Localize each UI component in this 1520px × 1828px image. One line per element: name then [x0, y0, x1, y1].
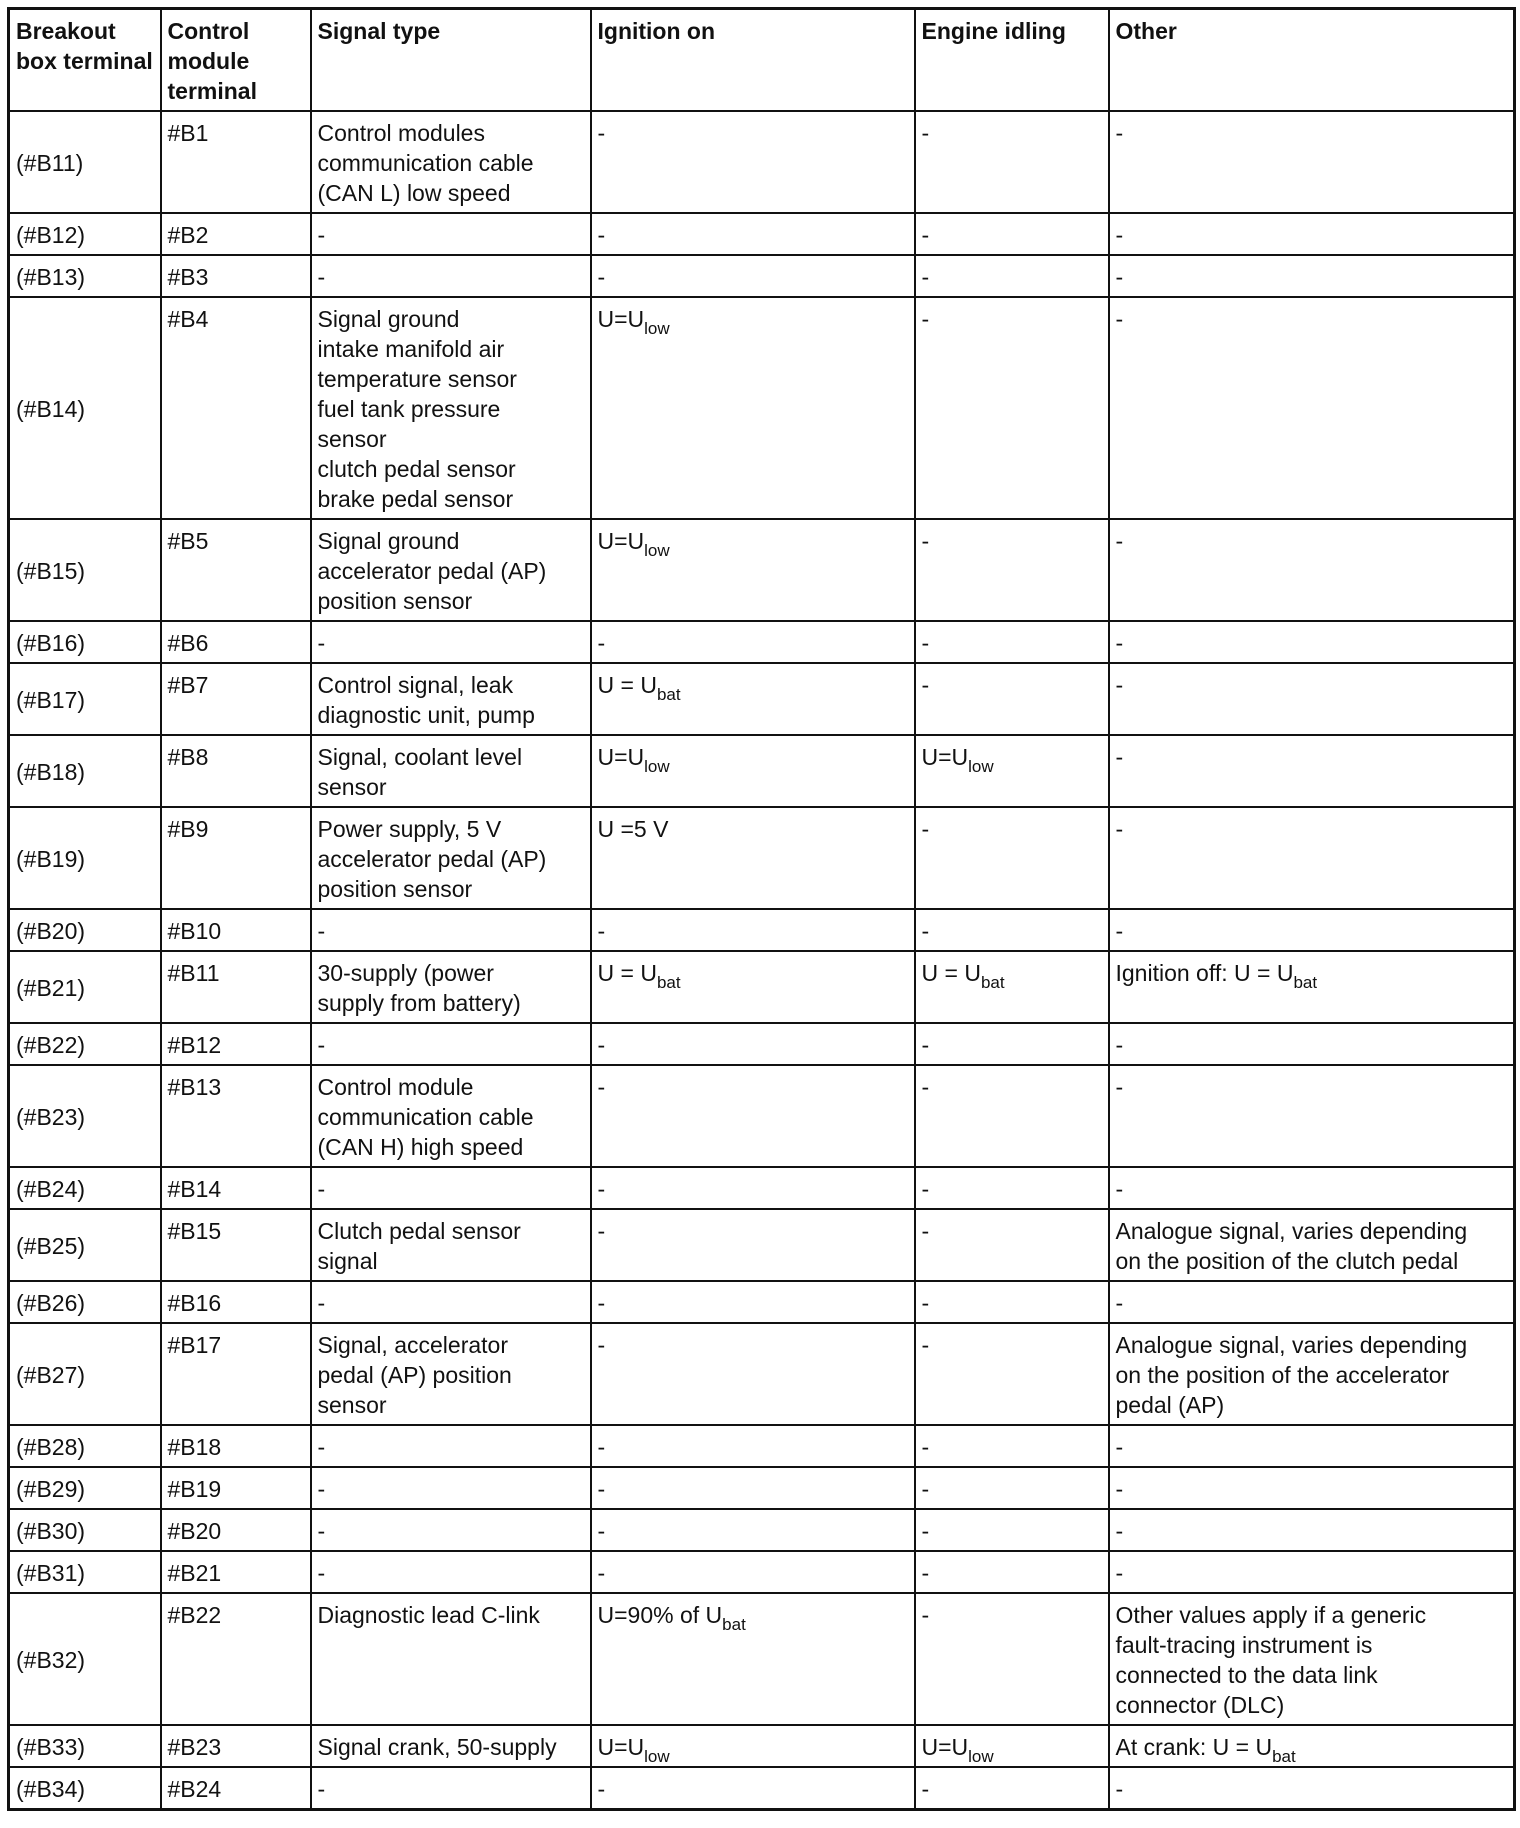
- cell-other: -: [1109, 1509, 1515, 1551]
- table-row: [9, 1323, 1515, 1425]
- cell-engine-idling: -: [915, 1593, 1109, 1725]
- cell-breakout-box-terminal: (#B24): [9, 1167, 161, 1209]
- cell-ignition-on: -: [591, 1551, 915, 1593]
- cell-engine-idling: -: [915, 909, 1109, 951]
- cell-signal-type: -: [311, 909, 591, 951]
- cell-breakout-box-terminal: (#B32): [9, 1593, 161, 1725]
- cell-control-module-terminal: #B18: [161, 1425, 311, 1467]
- cell-breakout-box-terminal: (#B18): [9, 735, 161, 807]
- cell-ignition-on: U =5 V: [591, 807, 915, 909]
- cell-control-module-terminal: #B10: [161, 909, 311, 951]
- cell-other: -: [1109, 213, 1515, 255]
- cell-control-module-terminal: #B16: [161, 1281, 311, 1323]
- cell-control-module-terminal: #B11: [161, 951, 311, 1023]
- cell-ignition-on: -: [591, 1323, 915, 1425]
- table-row: [9, 951, 1515, 1023]
- cell-engine-idling: -: [915, 621, 1109, 663]
- cell-ignition-on: -: [591, 1767, 915, 1810]
- cell-engine-idling: -: [915, 1023, 1109, 1065]
- cell-control-module-terminal: #B14: [161, 1167, 311, 1209]
- header-control-module-terminal: Control module terminal: [161, 9, 311, 112]
- cell-breakout-box-terminal: (#B26): [9, 1281, 161, 1323]
- cell-ignition-on: -: [591, 621, 915, 663]
- cell-breakout-box-terminal: (#B20): [9, 909, 161, 951]
- cell-breakout-box-terminal: (#B14): [9, 297, 161, 519]
- cell-other: -: [1109, 1281, 1515, 1323]
- table-row: [9, 1725, 1515, 1767]
- cell-control-module-terminal: #B22: [161, 1593, 311, 1725]
- cell-signal-type: -: [311, 1509, 591, 1551]
- cell-control-module-terminal: #B4: [161, 297, 311, 519]
- table-row: [9, 1425, 1515, 1467]
- cell-engine-idling: -: [915, 213, 1109, 255]
- cell-control-module-terminal: #B8: [161, 735, 311, 807]
- table-body: [9, 111, 1515, 1810]
- cell-signal-type: Signal ground accelerator pedal (AP) position sensor: [311, 519, 591, 621]
- cell-control-module-terminal: #B19: [161, 1467, 311, 1509]
- cell-control-module-terminal: #B17: [161, 1323, 311, 1425]
- table-row: [9, 1509, 1515, 1551]
- cell-control-module-terminal: #B20: [161, 1509, 311, 1551]
- cell-other: -: [1109, 663, 1515, 735]
- cell-control-module-terminal: #B6: [161, 621, 311, 663]
- table-row: [9, 1281, 1515, 1323]
- cell-ignition-on: -: [591, 1023, 915, 1065]
- cell-engine-idling: -: [915, 1065, 1109, 1167]
- cell-other: -: [1109, 1551, 1515, 1593]
- cell-breakout-box-terminal: (#B30): [9, 1509, 161, 1551]
- cell-control-module-terminal: #B1: [161, 111, 311, 213]
- cell-control-module-terminal: #B12: [161, 1023, 311, 1065]
- cell-ignition-on: -: [591, 1509, 915, 1551]
- cell-ignition-on: -: [591, 1281, 915, 1323]
- cell-signal-type: Diagnostic lead C-link: [311, 1593, 591, 1725]
- cell-ignition-on: -: [591, 1209, 915, 1281]
- cell-signal-type: -: [311, 1467, 591, 1509]
- table-row: [9, 297, 1515, 519]
- cell-engine-idling: -: [915, 663, 1109, 735]
- cell-other: -: [1109, 621, 1515, 663]
- cell-signal-type: Signal crank, 50-supply: [311, 1725, 591, 1767]
- cell-other: Analogue signal, varies depending on the position of the clutch pedal: [1109, 1209, 1515, 1281]
- cell-control-module-terminal: #B2: [161, 213, 311, 255]
- cell-other: -: [1109, 297, 1515, 519]
- cell-breakout-box-terminal: (#B12): [9, 213, 161, 255]
- cell-breakout-box-terminal: (#B23): [9, 1065, 161, 1167]
- cell-breakout-box-terminal: (#B15): [9, 519, 161, 621]
- cell-breakout-box-terminal: (#B28): [9, 1425, 161, 1467]
- cell-ignition-on: -: [591, 213, 915, 255]
- cell-ignition-on: -: [591, 1467, 915, 1509]
- terminal-signal-table: [7, 7, 1516, 1811]
- cell-engine-idling: -: [915, 1767, 1109, 1810]
- cell-signal-type: -: [311, 621, 591, 663]
- cell-engine-idling: -: [915, 1281, 1109, 1323]
- table-row: [9, 213, 1515, 255]
- cell-other: Ignition off: $U = U_{bat}$: [1109, 951, 1515, 1023]
- cell-engine-idling: -: [915, 519, 1109, 621]
- cell-signal-type: Power supply, 5 V accelerator pedal (AP) position sensor: [311, 807, 591, 909]
- cell-engine-idling: -: [915, 1425, 1109, 1467]
- cell-other: -: [1109, 909, 1515, 951]
- cell-breakout-box-terminal: (#B13): [9, 255, 161, 297]
- cell-control-module-terminal: #B23: [161, 1725, 311, 1767]
- cell-breakout-box-terminal: (#B21): [9, 951, 161, 1023]
- table-row: [9, 255, 1515, 297]
- table-row: [9, 1551, 1515, 1593]
- cell-control-module-terminal: #B24: [161, 1767, 311, 1810]
- cell-other: At crank: $U = U_{bat}$: [1109, 1725, 1515, 1767]
- cell-engine-idling: $U = U_{bat}$: [915, 951, 1109, 1023]
- table-row: [9, 1209, 1515, 1281]
- table-row: [9, 1467, 1515, 1509]
- table-row: [9, 735, 1515, 807]
- cell-engine-idling: -: [915, 255, 1109, 297]
- cell-control-module-terminal: #B9: [161, 807, 311, 909]
- cell-signal-type: -: [311, 213, 591, 255]
- table-row: [9, 519, 1515, 621]
- cell-control-module-terminal: #B5: [161, 519, 311, 621]
- cell-control-module-terminal: #B7: [161, 663, 311, 735]
- cell-engine-idling: -: [915, 111, 1109, 213]
- cell-engine-idling: -: [915, 807, 1109, 909]
- cell-other: -: [1109, 111, 1515, 213]
- cell-other: -: [1109, 1167, 1515, 1209]
- cell-ignition-on: -: [591, 909, 915, 951]
- cell-control-module-terminal: #B3: [161, 255, 311, 297]
- cell-other: -: [1109, 1467, 1515, 1509]
- cell-control-module-terminal: #B21: [161, 1551, 311, 1593]
- header-signal-type: Signal type: [311, 9, 591, 112]
- cell-other: -: [1109, 735, 1515, 807]
- cell-ignition-on: $U = U_{bat}$: [591, 663, 915, 735]
- table-row: [9, 1167, 1515, 1209]
- cell-breakout-box-terminal: (#B31): [9, 1551, 161, 1593]
- cell-other: -: [1109, 519, 1515, 621]
- header-engine-idling: Engine idling: [915, 9, 1109, 112]
- table-row: [9, 1593, 1515, 1725]
- cell-breakout-box-terminal: (#B11): [9, 111, 161, 213]
- cell-ignition-on: -: [591, 255, 915, 297]
- table-row: [9, 1767, 1515, 1810]
- table-row: [9, 807, 1515, 909]
- cell-signal-type: -: [311, 1167, 591, 1209]
- table-row: [9, 621, 1515, 663]
- cell-signal-type: Signal, accelerator pedal (AP) position sensor: [311, 1323, 591, 1425]
- cell-other: Other values apply if a generic fault-tracing instrument is connected to the data link connector (DLC): [1109, 1593, 1515, 1725]
- cell-control-module-terminal: #B15: [161, 1209, 311, 1281]
- cell-other: Analogue signal, varies depending on the position of the accelerator pedal (AP): [1109, 1323, 1515, 1425]
- cell-breakout-box-terminal: (#B25): [9, 1209, 161, 1281]
- cell-breakout-box-terminal: (#B22): [9, 1023, 161, 1065]
- cell-ignition-on: -: [591, 1167, 915, 1209]
- cell-engine-idling: -: [915, 1209, 1109, 1281]
- cell-engine-idling: -: [915, 1167, 1109, 1209]
- cell-signal-type: -: [311, 1281, 591, 1323]
- cell-other: -: [1109, 1425, 1515, 1467]
- cell-signal-type: 30-supply (power supply from battery): [311, 951, 591, 1023]
- cell-signal-type: -: [311, 1023, 591, 1065]
- cell-ignition-on: $U=U_{low}$: [591, 519, 915, 621]
- cell-signal-type: -: [311, 1425, 591, 1467]
- cell-other: -: [1109, 1767, 1515, 1810]
- cell-engine-idling: $U=U_{low}$: [915, 1725, 1109, 1767]
- cell-ignition-on: -: [591, 111, 915, 213]
- cell-other: -: [1109, 1023, 1515, 1065]
- table-row: [9, 663, 1515, 735]
- cell-ignition-on: $U=U_{low}$: [591, 297, 915, 519]
- cell-signal-type: Control modules communication cable (CAN L) low speed: [311, 111, 591, 213]
- cell-breakout-box-terminal: (#B29): [9, 1467, 161, 1509]
- cell-signal-type: Signal, coolant level sensor: [311, 735, 591, 807]
- header-breakout-box-terminal: Breakout box terminal: [9, 9, 161, 112]
- table-row: [9, 1065, 1515, 1167]
- cell-other: -: [1109, 255, 1515, 297]
- table-header-row: [9, 9, 1515, 112]
- cell-breakout-box-terminal: (#B16): [9, 621, 161, 663]
- cell-signal-type: Signal ground intake manifold air temperature sensor fuel tank pressure sensor clutch pedal sensor brake pedal sensor: [311, 297, 591, 519]
- cell-control-module-terminal: #B13: [161, 1065, 311, 1167]
- cell-engine-idling: -: [915, 1323, 1109, 1425]
- cell-engine-idling: -: [915, 1509, 1109, 1551]
- cell-signal-type: Control signal, leak diagnostic unit, pump: [311, 663, 591, 735]
- cell-signal-type: -: [311, 1551, 591, 1593]
- cell-ignition-on: U=90% of $U_{bat}$: [591, 1593, 915, 1725]
- cell-breakout-box-terminal: (#B19): [9, 807, 161, 909]
- cell-engine-idling: -: [915, 297, 1109, 519]
- cell-ignition-on: -: [591, 1425, 915, 1467]
- cell-signal-type: Control module communication cable (CAN H) high speed: [311, 1065, 591, 1167]
- cell-ignition-on: $U=U_{low}$: [591, 1725, 915, 1767]
- header-ignition-on: Ignition on: [591, 9, 915, 112]
- cell-signal-type: -: [311, 255, 591, 297]
- cell-breakout-box-terminal: (#B33): [9, 1725, 161, 1767]
- cell-engine-idling: -: [915, 1467, 1109, 1509]
- header-other: Other: [1109, 9, 1515, 112]
- cell-ignition-on: $U = U_{bat}$: [591, 951, 915, 1023]
- cell-signal-type: -: [311, 1767, 591, 1810]
- cell-breakout-box-terminal: (#B34): [9, 1767, 161, 1810]
- cell-signal-type: Clutch pedal sensor signal: [311, 1209, 591, 1281]
- table-row: [9, 909, 1515, 951]
- cell-ignition-on: -: [591, 1065, 915, 1167]
- cell-other: -: [1109, 1065, 1515, 1167]
- cell-breakout-box-terminal: (#B27): [9, 1323, 161, 1425]
- table-row: [9, 111, 1515, 213]
- cell-engine-idling: $U=U_{low}$: [915, 735, 1109, 807]
- cell-ignition-on: $U=U_{low}$: [591, 735, 915, 807]
- table-row: [9, 1023, 1515, 1065]
- cell-engine-idling: -: [915, 1551, 1109, 1593]
- cell-breakout-box-terminal: (#B17): [9, 663, 161, 735]
- cell-other: -: [1109, 807, 1515, 909]
